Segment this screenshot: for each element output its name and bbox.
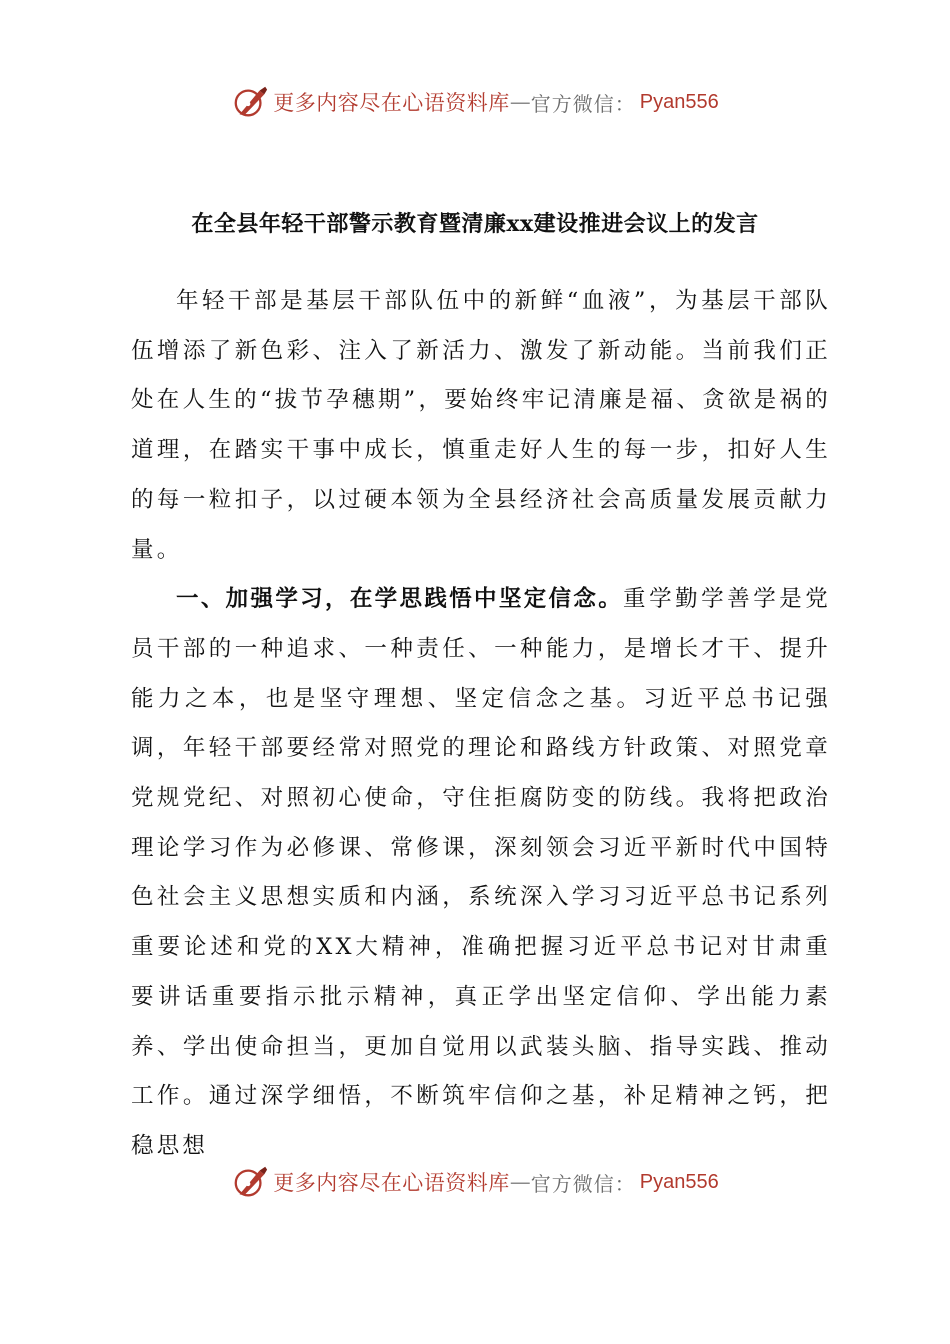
footer-watermark-banner — [0, 1160, 950, 1204]
document-title: 在全县年轻干部警示教育暨清廉xx建设推进会议上的发言 — [191, 211, 759, 237]
section-1-body: 重学勤学善学是党员干部的一种追求、一种责任、一种能力，是增长才干、提升能力之本，也是坚守理想、坚定信念之基。习近平总书记强调，年轻干部要经常对照党的理论和路线方针政策、对照党章党规党纪、对照初心使命，守住拒腐防变的防线。我将把政治理论学习作为必修课、常修课，深刻领会习近平新时代中国特色社会主义思想实质和内涵，系统深入学习习近平总书记系列重要论述和党的XX大精神，准确把握习近平总书记对甘肃重要讲话重要指示批示精神，真正学出坚定信仰、学出能力素养、学出使命担当，更加自觉用以武装头脑、指导实践、推动工作。通过深学细悟，不断筑牢信仰之基，补足精神之钙，把稳思想 — [131, 586, 831, 1159]
paragraph-section-1 — [131, 575, 831, 1171]
banner-site-text: 更多内容尽在心语资料库 — [273, 1171, 510, 1195]
banner-wechat-id: Pyan556 — [639, 90, 719, 113]
banner-dash: — — [509, 1170, 531, 1194]
pen-nib-logo-icon — [231, 1163, 269, 1201]
pen-nib-logo-icon — [231, 83, 269, 121]
banner-wechat-id: Pyan556 — [639, 1170, 719, 1193]
banner-site-text: 更多内容尽在心语资料库 — [273, 91, 510, 115]
header-watermark-banner — [0, 80, 950, 124]
section-1-heading: 一、加强学习，在学思践悟中坚定信念。 — [176, 586, 624, 613]
banner-wechat-label: 官方微信： — [530, 1171, 636, 1196]
banner-wechat-label: 官方微信： — [530, 91, 636, 116]
document-body — [131, 277, 831, 1172]
paragraph-intro: 年轻干部是基层干部队伍中的新鲜“血液”，为基层干部队伍增添了新色彩、注入了新活力、激发了新动能。当前我们正处在人生的“拔节孕穗期”，要始终牢记清廉是福、贪欲是祸的道理，在踏实干事中成长，慎重走好人生的每一步，扣好人生的每一粒扣子，以过硬本领为全县经济社会高质量发展贡献力量。 — [131, 288, 831, 563]
banner-dash: — — [509, 90, 531, 114]
